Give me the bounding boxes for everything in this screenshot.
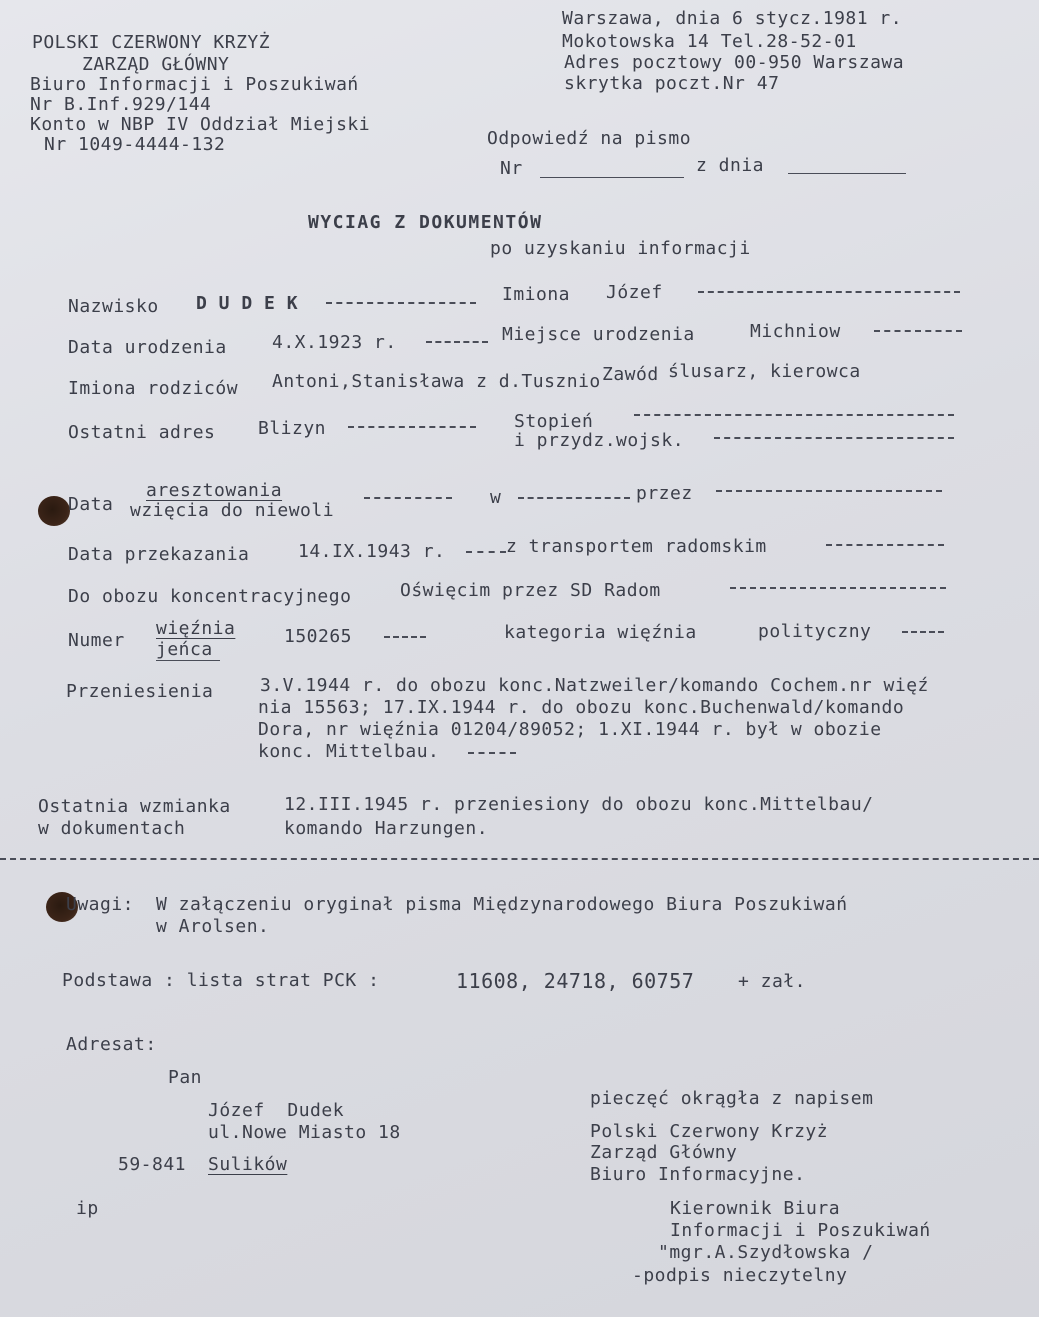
arrest-date-label: Data: [68, 494, 114, 515]
transfers-dashes: [468, 752, 516, 754]
transfer-date-dashes: [466, 551, 506, 553]
org-office: Biuro Informacji i Poszukiwań: [30, 74, 359, 95]
addressee-postcode: 59-841: [118, 1154, 187, 1175]
number-option-underline: [156, 660, 220, 661]
birth-place-value: Michniow: [750, 321, 841, 342]
birth-place-dashes: [874, 330, 962, 332]
org-bank-account: Konto w NBP IV Oddział Miejski: [30, 114, 371, 135]
addressee-label: Adresat:: [66, 1034, 157, 1055]
birth-date-value: 4.X.1923 r.: [272, 332, 397, 353]
number-option-pow: jeńca: [156, 639, 213, 660]
arrest-by-dashes: [716, 490, 942, 492]
section-separator: [0, 858, 1039, 860]
category-label: kategoria więźnia: [504, 622, 697, 643]
arrest-option-arrest: aresztowania: [146, 480, 283, 501]
camp-value: Oświęcim przez SD Radom: [400, 580, 661, 601]
reply-label: Odpowiedź na pismo: [487, 128, 692, 149]
transfers-line-2: nia 15563; 17.IX.1944 r. do obozu konc.Buchenwald/komando: [258, 697, 905, 718]
addressee-name: Józef Dudek: [208, 1100, 345, 1121]
address-label: Ostatni adres: [68, 422, 216, 443]
signature-note: -podpis nieczytelny: [632, 1265, 848, 1286]
stamp-note: pieczęć okrągła z napisem: [590, 1088, 874, 1109]
parents-value: Antoni,Stanisława z d.Tusznio: [272, 371, 601, 392]
typist-initials: ip: [76, 1198, 99, 1219]
stamp-line-org: Polski Czerwony Krzyż: [590, 1121, 829, 1142]
document-subtitle: po uzyskaniu informacji: [490, 238, 751, 259]
org-name: POLSKI CZERWONY KRZYŻ: [32, 32, 271, 53]
transfers-line-3: Dora, nr więźnia 01204/89052; 1.XI.1944 r. był w obozie: [258, 719, 882, 740]
basis-label: Podstawa : lista strat PCK :: [62, 970, 380, 991]
notes-label: Uwagi:: [66, 894, 135, 915]
given-names-label: Imiona: [502, 284, 571, 305]
address-dashes: [348, 426, 476, 428]
birth-date-dashes: [426, 341, 488, 343]
transport-dashes: [826, 544, 944, 546]
basis-suffix: + zał.: [738, 971, 807, 992]
transfers-label: Przeniesienia: [66, 681, 214, 702]
arrest-by-label: przez: [636, 483, 693, 504]
prisoner-number-value: 150265: [284, 626, 353, 647]
signatory-name: "mgr.A.Szydłowska /: [658, 1242, 874, 1263]
occupation-value: ślusarz, kierowca: [668, 361, 861, 382]
birth-place-label: Miejsce urodzenia: [502, 324, 695, 345]
reply-nr-line: [540, 177, 684, 178]
given-names-dashes: [698, 291, 960, 293]
transfer-transport: z transportem radomskim: [506, 536, 767, 557]
addressee-city: Sulików: [208, 1154, 288, 1175]
last-mention-line-2: komando Harzungen.: [284, 818, 489, 839]
street-phone: Mokotowska 14 Tel.28-52-01: [562, 31, 857, 52]
arrest-place-label: w: [490, 487, 502, 508]
reply-date-line: [788, 173, 906, 174]
birth-date-label: Data urodzenia: [68, 337, 227, 358]
addressee-street: ul.Nowe Miasto 18: [208, 1122, 401, 1143]
arrest-dashes: [364, 497, 452, 499]
surname-value: D U D E K: [196, 293, 299, 314]
reply-nr-label: Nr: [500, 158, 523, 179]
stamp-line-board: Zarząd Główny: [590, 1142, 738, 1163]
category-value: polityczny: [758, 621, 872, 642]
po-box: skrytka poczt.Nr 47: [564, 73, 780, 94]
document-title: WYCIAG Z DOKUMENTÓW: [308, 212, 543, 233]
category-dashes: [902, 631, 944, 633]
addressee-salutation: Pan: [168, 1067, 203, 1088]
arrest-option-captivity: wzięcia do niewoli: [130, 500, 335, 521]
org-account-number: Nr 1049-4444-132: [44, 134, 226, 155]
surname-dashes: [326, 302, 476, 304]
notes-line-2: w Arolsen.: [156, 916, 270, 937]
last-mention-label-2: w dokumentach: [38, 818, 186, 839]
prisoner-number-label: Numer: [68, 630, 125, 651]
transfers-line-4: konc. Mittelbau.: [258, 741, 440, 762]
occupation-label: Zawód: [602, 364, 659, 385]
camp-dashes: [730, 587, 946, 589]
signatory-title-2: Informacji i Poszukiwań: [670, 1220, 931, 1241]
org-board: ZARZĄD GŁÓWNY: [82, 54, 230, 75]
surname-label: Nazwisko: [68, 296, 159, 317]
stamp-line-office: Biuro Informacyjne.: [590, 1164, 806, 1185]
arrest-place-dashes: [518, 497, 630, 499]
signatory-title-1: Kierownik Biura: [670, 1198, 841, 1219]
rank-label: Stopień: [514, 411, 594, 432]
rank-dashes: [634, 414, 954, 416]
postal-address: Adres pocztowy 00-950 Warszawa: [564, 52, 905, 73]
transfers-line-1: 3.V.1944 r. do obozu konc.Natzweiler/komando Cochem.nr więź: [260, 675, 929, 696]
last-mention-label-1: Ostatnia wzmianka: [38, 796, 231, 817]
address-value: Blizyn: [258, 418, 327, 439]
prisoner-number-dashes: [384, 636, 426, 638]
punch-hole-top: [38, 496, 70, 526]
transfer-date-label: Data przekazania: [68, 544, 250, 565]
notes-line-1: W załączeniu oryginał pisma Międzynarodowego Biura Poszukiwań: [156, 894, 848, 915]
last-mention-line-1: 12.III.1945 r. przeniesiony do obozu konc.Mittelbau/: [284, 794, 874, 815]
basis-values: 11608, 24718, 60757: [456, 969, 695, 993]
camp-label: Do obozu koncentracyjnego: [68, 586, 352, 607]
given-names-value: Józef: [606, 282, 663, 303]
reply-date-label: z dnia: [696, 155, 765, 176]
unit-label: i przydz.wojsk.: [514, 430, 685, 451]
number-option-prisoner: więźnia: [156, 618, 236, 639]
parents-label: Imiona rodziców: [68, 378, 239, 399]
place-date: Warszawa, dnia 6 stycz.1981 r.: [562, 8, 903, 29]
transfer-date-value: 14.IX.1943 r.: [298, 541, 446, 562]
org-ref-number: Nr B.Inf.929/144: [30, 94, 212, 115]
unit-dashes: [714, 437, 954, 439]
